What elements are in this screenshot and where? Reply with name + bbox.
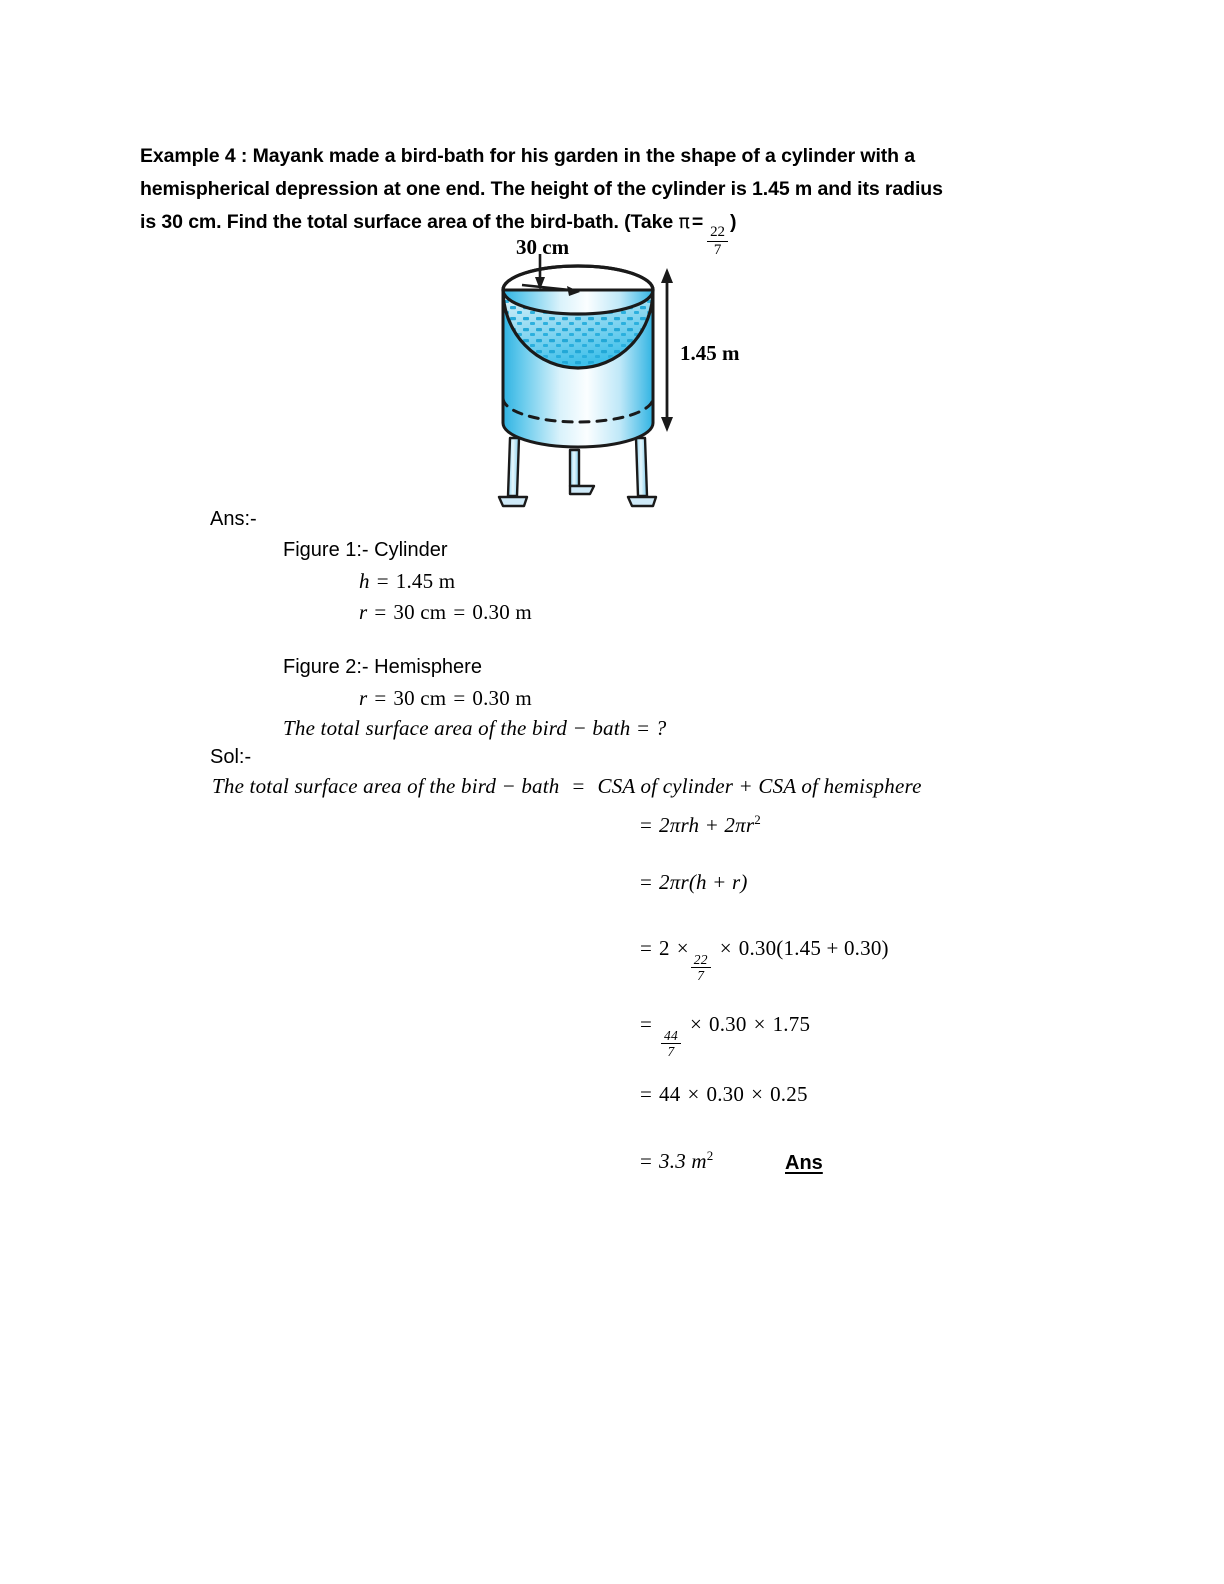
figure1-r-value-cm: 30 cm [393, 600, 447, 624]
step4-fraction-denominator: 7 [667, 1044, 675, 1060]
figure2-r-var: r [359, 686, 368, 710]
question-prefix: Example 4 : [140, 145, 253, 167]
eq-12: = [640, 1149, 653, 1173]
pi-fraction-denominator: 7 [713, 242, 722, 259]
times-1: × [676, 936, 689, 960]
eq-1: = [376, 569, 389, 593]
bird-bath-figure [470, 238, 770, 523]
figure1-label: Figure 1:- Cylinder [283, 539, 448, 561]
solution-step-3 [640, 936, 889, 983]
answer-label: Ans:- [210, 508, 257, 530]
height-dimension [661, 268, 673, 432]
question-closing-paren: ) [729, 211, 737, 233]
step3-remainder: 0.30(1.45 + 0.30) [738, 936, 889, 960]
step4-fraction [661, 1029, 681, 1059]
figure2-r-value-m: 0.30 m [472, 686, 532, 710]
figure1-h-var: h [359, 569, 370, 593]
eq-5: = [453, 686, 466, 710]
radius-label: 30 cm [516, 238, 570, 259]
step0-rhs: CSA of cylinder + CSA of hemisphere [597, 774, 922, 798]
final-exponent: 2 [706, 1148, 714, 1163]
eq-4: = [374, 686, 387, 710]
step5-factor-c: 0.25 [770, 1082, 808, 1106]
pi-fraction-numerator: 22 [707, 225, 728, 242]
solution-step-5 [640, 1082, 808, 1107]
times-2: × [719, 936, 732, 960]
step5-factor-b: 0.30 [706, 1082, 745, 1106]
step1-expression: 2πrh + 2πr [659, 813, 755, 837]
final-value: 3.3 m [659, 1149, 707, 1173]
solution-final-result [640, 1148, 713, 1174]
step2-expression: 2πr(h + r) [659, 870, 748, 894]
eq-9: = [640, 936, 653, 960]
step3-fraction [691, 953, 711, 983]
eq-6: = [572, 774, 585, 798]
equals-sign: = [691, 211, 704, 233]
eq-11: = [640, 1082, 653, 1106]
solution-step-4 [640, 1012, 810, 1059]
eq-8: = [640, 870, 653, 894]
question-body-line2: hemispherical depression at one end. The height of the cylinder is 1.45 m and its radius [140, 178, 943, 200]
step4-factor-c: 1.75 [772, 1012, 811, 1036]
figure1-r-var: r [359, 600, 368, 624]
figure1-radius-equation [359, 600, 532, 625]
step5-factor-a: 44 [659, 1082, 681, 1106]
eq-10: = [640, 1012, 653, 1036]
figure1-height-equation [359, 569, 455, 594]
step3-fraction-denominator: 7 [697, 968, 705, 984]
times-3: × [689, 1012, 702, 1036]
figure2-label: Figure 2:- Hemisphere [283, 656, 482, 678]
eq-7: = [640, 813, 653, 837]
figure1-h-value: 1.45 m [395, 569, 456, 593]
times-5: × [687, 1082, 700, 1106]
question-restatement: The total surface area of the bird − bath = ? [283, 716, 667, 740]
final-answer-mark: Ans [785, 1152, 823, 1174]
figure1-r-value-m: 0.30 m [472, 600, 532, 624]
solution-label: Sol:- [210, 746, 252, 768]
step4-factor-b: 0.30 [709, 1012, 747, 1036]
figure2-radius-equation [359, 686, 532, 711]
question-body-line1: Mayank made a bird-bath for his garden in the shape of a cylinder with a [252, 145, 916, 167]
figure2-r-value-cm: 30 cm [393, 686, 447, 710]
step1-exponent: 2 [754, 812, 761, 827]
step3-coefficient: 2 [659, 936, 670, 960]
step3-fraction-numerator: 22 [691, 953, 711, 969]
eq-2: = [374, 600, 387, 624]
pi-symbol: π [678, 211, 690, 233]
step4-fraction-numerator: 44 [661, 1029, 681, 1045]
times-4: × [753, 1012, 766, 1036]
solution-step-0 [212, 774, 922, 799]
solution-step-2 [640, 870, 748, 895]
eq-3: = [453, 600, 466, 624]
height-label: 1.45 m [680, 341, 740, 365]
step0-lhs: The total surface area of the bird − bath [212, 774, 560, 798]
solution-step-1 [640, 812, 761, 838]
times-6: × [751, 1082, 764, 1106]
question-body-line3: is 30 cm. Find the total surface area of the bird-bath. (Take [140, 211, 679, 233]
